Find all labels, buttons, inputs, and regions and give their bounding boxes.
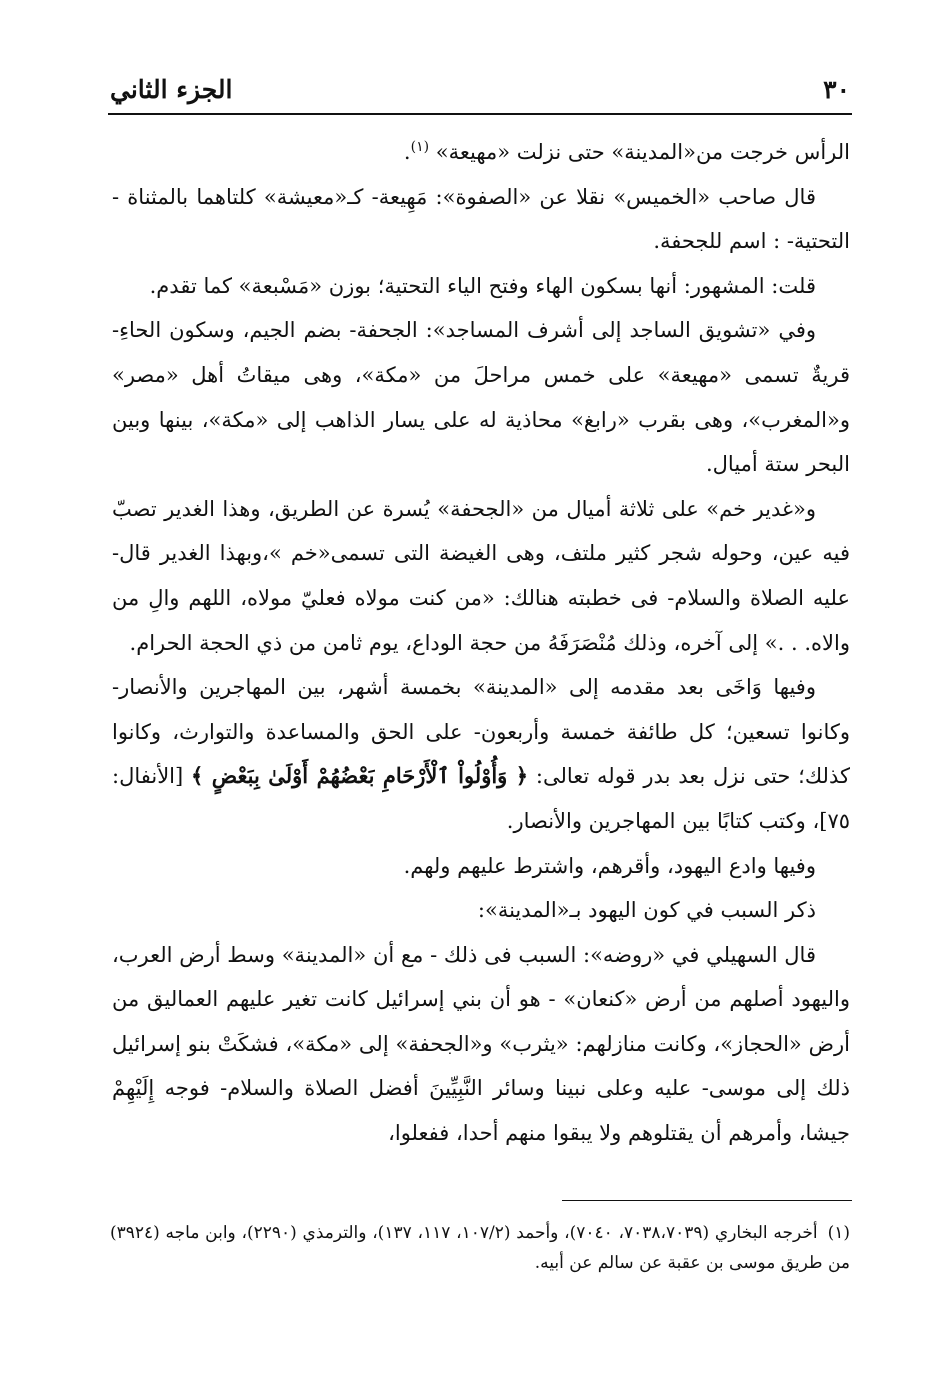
paragraph: وفي «تشويق الساجد إلى أشرف المساجد»: الجحفة- بضم الجيم، وسكون الحاءِ- قريةٌ تسمى «مهيعة» على خمس مراحلَ من «مكة»، وهى ميقاتُ أهل «مصر» و«المغرب»، وهى بقرب «رابغ» محاذية له على يسار الذاهب إلى «مكة»، بينها وبين البحر ستة أميال.: [112, 318, 850, 477]
paragraph: وفيها وَاخَى بعد مقدمه إلى «المدينة» بخمسة أشهر، بين المهاجرين والأنصار- وكانوا تسعين؛ كل طائفة خمسة وأربعون- على الحق والمساعدة والتوارث، وكانوا كذلك؛ حتى نزل بعد بدر قوله تعالى: ﴿ وَأُوْلُواْ ٱلْأَرْحَامِ بَعْضُهُمْ أَوْلَىٰ بِبَعْضٍ ﴾ [الأنفال: ٧٥]، وكتب كتابًا بين المهاجرين والأنصار.: [112, 675, 850, 833]
paragraph: وفيها وادع اليهود، وأقرهم، واشترط عليهم ولهم.: [403, 853, 816, 878]
paragraph: و«غدير خم» على ثلاثة أميال من «الجحفة» يُسرة عن الطريق، وهذا الغدير تصبّ فيه عين، وحوله شجر كثير ملتف، وهى الغيضة التى تسمى«خم »،وبهذا الغدير قال- عليه الصلاة والسلام- فى خطبته هنالك: «من كنت مولاه فعليّ مولاه، اللهم والِ من والاه. . .» إلى آخره، وذلك مُنْصَرَفَهُ من حجة الوداع، يوم ثامن من ذي الحجة الحرام.: [112, 496, 850, 655]
section-heading: ذكر السبب في كون اليهود بـ«المدينة»:: [477, 898, 816, 923]
main-text: [112, 130, 850, 1156]
paragraph: قلت: المشهور: أنها بسكون الهاء وفتح الياء التحتية؛ بوزن «مَسْبعة» كما تقدم.: [149, 273, 816, 298]
quran-verse: ﴿ وَأُوْلُواْ ٱلْأَرْحَامِ بَعْضُهُمْ أَوْلَىٰ بِبَعْضٍ ﴾: [191, 763, 529, 789]
page-number: ٣٠: [823, 75, 850, 104]
footnote-text: أخرجه البخاري (٧٠٣٨،٧٠٣٩، ٧٠٤٠)، وأحمد (١٠٧/٢، ١١٧، ١٣٧)، والترمذي (٢٢٩٠)، وابن ماجه (٣٩٢٤) من طريق موسى بن عقبة عن سالم عن أبيه.: [110, 1223, 850, 1273]
paragraph: قال صاحب «الخميس» نقلا عن «الصفوة»: مَهِيعة- كـ«معيشة» كلتاهما بالمثناة - التحتية- : اسم للجحفة.: [112, 184, 850, 254]
footnote-number: (١): [827, 1223, 850, 1243]
section-title: الجزء الثاني: [110, 75, 233, 104]
paragraph: قال السهيلي في «روضه»: السبب فى ذلك - مع أن «المدينة» وسط أرض العرب، واليهود أصلهم من أرض «كنعان» - هو أن بني إسرائيل كانت تغير عليهم العماليق من أرض «الحجاز»، وكانت منازلهم: «يثرب» و«الجحفة» إلى «مكة»، فشكَتْ بنو إسرائيل ذلك إلى موسى- عليه وعلى نبينا وسائر النَّبِيِّينَ أفضل الصلاة والسلام- فوجه إِلَيْهِمْ جيشا، وأمرهم أن يقتلوهم ولا يبقوا منهم أحدا، ففعلوا،: [112, 942, 850, 1146]
paragraph: الرأس خرجت من«المدينة» حتى نزلت «مهيعة» $^{(١)}$.: [403, 139, 850, 164]
running-header: [110, 58, 850, 104]
header-rule: [108, 113, 852, 115]
footnote-ref[interactable]: (١): [410, 139, 430, 155]
footnote: [110, 1218, 850, 1278]
footnote-rule: [562, 1200, 852, 1201]
